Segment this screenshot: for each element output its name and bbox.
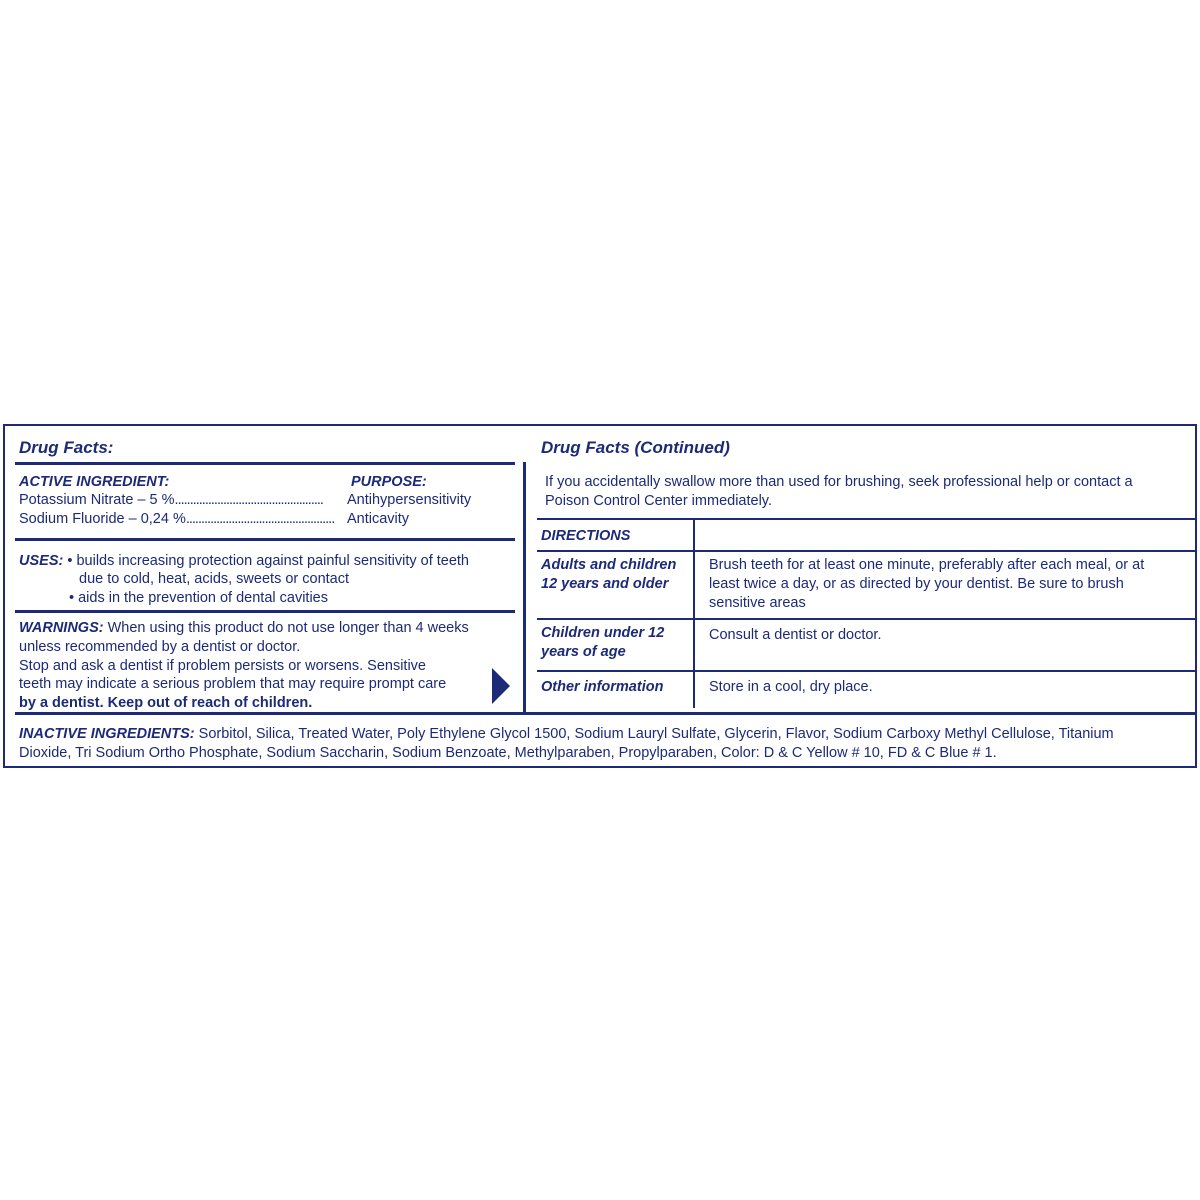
row-3-who: Other information [541,679,664,695]
row-2-divider [537,670,1197,672]
leader-dots: ................................................. [174,492,323,508]
directions-table-top [537,518,1197,520]
active-ingredient-heading: ACTIVE INGREDIENT: [19,474,170,490]
ingredient-row-1 [19,491,349,510]
center-divider [523,462,526,712]
ingredient-name: Potassium Nitrate – 5 % [19,492,175,508]
left-title: Drug Facts: [19,438,114,457]
uses-line-3: • aids in the prevention of dental cavities [69,590,328,606]
purpose-heading: PURPOSE: [351,474,427,490]
inactive-line-2: Dioxide, Tri Sodium Ortho Phosphate, Sodium Saccharin, Sodium Benzoate, Methylparaben, Propylparaben, Color: D & C Yellow # 10, FD & C Blue # 1. [19,745,997,761]
row-1-text-line-1: Brush teeth for at least one minute, preferably after each meal, or at [709,557,1145,573]
left-title-divider [15,462,515,465]
row-2-who-line-2: years of age [541,644,626,660]
leader-dots: ................................................. [185,511,335,527]
right-title: Drug Facts (Continued) [541,438,730,457]
swallow-line-1: If you accidentally swallow more than used for brushing, seek professional help or contact a [545,474,1133,490]
drug-facts-label [3,424,1197,768]
row-1-divider [537,618,1197,620]
swallow-line-2: Poison Control Center immediately. [545,493,772,509]
directions-column-divider [693,518,695,708]
ingredient-row-2 [19,510,349,529]
inactive-text: Sorbitol, Silica, Treated Water, Poly Ethylene Glycol 1500, Sodium Lauryl Sulfate, Glycerin, Flavor, Sodium Carboxy Methyl Cellulose, Titanium [194,726,1114,742]
row-1-who-line-2: 12 years and older [541,576,669,592]
warnings-line-2: unless recommended by a dentist or doctor. [19,639,301,655]
row-1-text-line-3: sensitive areas [709,595,806,611]
active-divider [15,538,515,541]
warnings-line-5: by a dentist. Keep out of reach of children. [19,695,313,711]
ingredient-name: Sodium Fluoride – 0,24 % [19,511,186,527]
uses-text: • builds increasing protection against painful sensitivity of teeth [67,553,469,569]
row-1-text-line-2: least twice a day, or as directed by your dentist. Be sure to brush [709,576,1124,592]
uses-line-2: due to cold, heat, acids, sweets or contact [79,571,350,587]
warnings-line-1 [19,619,469,638]
warnings-heading: WARNINGS: [19,620,104,636]
warnings-text: When using this product do not use longer than 4 weeks [103,620,469,636]
directions-divider [537,550,1197,552]
row-2-text: Consult a dentist or doctor. [709,627,882,643]
continued-arrow-icon [492,668,510,704]
directions-heading: DIRECTIONS [541,528,631,544]
inactive-line-1 [19,725,1114,744]
warnings-line-4: teeth may indicate a serious problem that may require prompt care [19,676,447,692]
row-2-who-line-1: Children under 12 [541,625,665,641]
ingredient-purpose: Antihypersensitivity [347,492,472,508]
inactive-divider [15,712,1195,715]
uses-line-1 [19,552,469,571]
ingredient-purpose: Anticavity [347,511,410,527]
warnings-line-3: Stop and ask a dentist if problem persists or worsens. Sensitive [19,658,426,674]
row-1-who-line-1: Adults and children [541,557,677,573]
inactive-heading: INACTIVE INGREDIENTS: [19,726,195,742]
uses-divider [15,610,515,613]
uses-heading: USES: [19,553,64,569]
row-3-text: Store in a cool, dry place. [709,679,873,695]
